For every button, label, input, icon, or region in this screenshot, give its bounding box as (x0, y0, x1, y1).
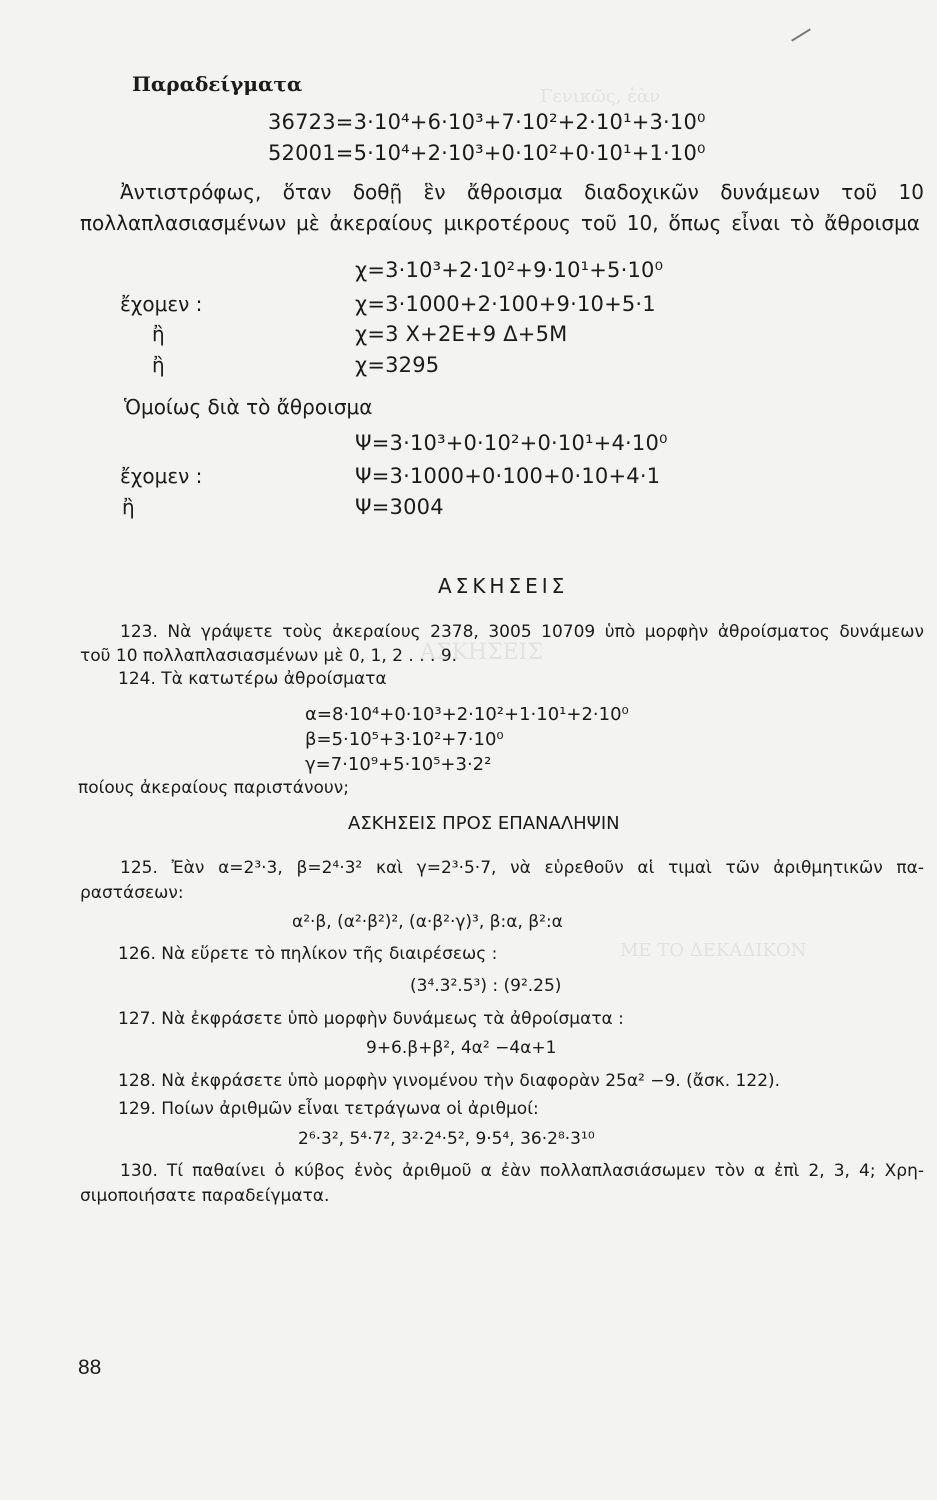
exercise-124-equation-c: γ=7·10⁹+5·10⁵+3·2² (305, 754, 492, 775)
example-equation-1: 36723=3·10⁴+6·10³+7·10²+2·10¹+3·10⁰ (268, 110, 706, 134)
exercise-126-expression: (3⁴.3².5³) : (9².25) (410, 976, 562, 996)
similarly-text: Ὁμοίως διὰ τὸ ἄθροισμα (124, 395, 373, 419)
chi-equation-4: χ=3295 (355, 353, 440, 377)
exercise-124-equation-b: β=5·10⁵+3·10²+7·10⁰ (305, 729, 504, 750)
bleed-through-text: ΑΣΚΗΣΕΙΣ (420, 640, 543, 665)
exercise-125-expressions: α²·β, (α²·β²)², (α·β²·γ)³, β:α, β²:α (292, 912, 563, 932)
exercise-127-expressions: 9+6.β+β², 4α² −4α+1 (366, 1038, 557, 1058)
heading: Παραδείγματα (132, 72, 303, 96)
paragraph-line: Ἀντιστρόφως, ὅταν δοθῇ ἓν ἄθροισμα διαδοχικῶν δυνάμεων τοῦ 10 (120, 180, 924, 204)
review-exercises-title: ΑΣΚΗΣΕΙΣ ΠΡΟΣ ΕΠΑΝΑΛΗΨΙΝ (348, 813, 620, 834)
chi-equation-3: χ=3 Χ+2Ε+9 Δ+5Μ (355, 322, 568, 346)
label-or: ἢ (152, 353, 165, 377)
exercises-title: ΑΣΚΗΣΕΙΣ (438, 574, 569, 598)
exercise-123-line: 123. Νὰ γράψετε τοὺς ἀκεραίους 2378, 3005 10709 ὑπὸ μορφὴν ἀθροίσματος δυνάμεων (120, 622, 924, 642)
exercise-124-equation-a: α=8·10⁴+0·10³+2·10²+1·10¹+2·10⁰ (305, 704, 629, 725)
exercise-128-line: 128. Νὰ ἐκφράσετε ὑπὸ μορφὴν γινομένου τὴν διαφορὰν 25α² −9. (ἄσκ. 122). (118, 1071, 781, 1091)
exercise-130-line: 130. Τί παθαίνει ὁ κύβος ἑνὸς ἀριθμοῦ α ἐὰν πολλαπλασιάσωμεν τὸν α ἐπὶ 2, 3, 4; Χρη- (120, 1161, 924, 1181)
psi-equation-2: Ψ=3·1000+0·100+0·10+4·1 (355, 464, 661, 488)
bleed-through-text: Γενικῶς, ἐὰν (540, 86, 661, 107)
exercise-125-line: 125. Ἐὰν α=2³·3, β=2⁴·3² καὶ γ=2³·5·7, νὰ εὑρεθοῦν αἱ τιμαὶ τῶν ἀριθμητικῶν πα- (120, 858, 924, 878)
paragraph-line: πολλαπλασιασμένων μὲ ἀκεραίους μικροτέρους τοῦ 10, ὅπως εἶναι τὸ ἄθροισμα (80, 211, 920, 235)
exercise-125-line: ραστάσεων: (80, 883, 184, 903)
exercise-127-line: 127. Νὰ ἐκφράσετε ὑπὸ μορφὴν δυνάμεως τὰ ἀθροίσματα : (118, 1009, 624, 1029)
chi-equation-1: χ=3·10³+2·10²+9·10¹+5·10⁰ (355, 258, 664, 282)
psi-equation-1: Ψ=3·10³+0·10²+0·10¹+4·10⁰ (355, 431, 668, 455)
pen-mark (791, 28, 811, 41)
exercise-129-expressions: 2⁶·3², 5⁴·7², 3²·2⁴·5², 9·5⁴, 36·2⁸·3¹⁰ (298, 1129, 595, 1149)
example-equation-2: 52001=5·10⁴+2·10³+0·10²+0·10¹+1·10⁰ (268, 141, 706, 165)
exercise-126-line: 126. Νὰ εὕρετε τὸ πηλίκον τῆς διαιρέσεως : (118, 944, 498, 964)
exercise-130-line: σιμοποιήσατε παραδείγματα. (80, 1186, 330, 1206)
label-or: ἢ (152, 322, 165, 346)
bleed-through-text: ΜΕ ΤΟ ΔΕΚΑΔΙΚΟΝ (620, 940, 807, 961)
page-number: 88 (78, 1356, 102, 1379)
exercise-124-line: 124. Τὰ κατωτέρω ἀθροίσματα (118, 669, 387, 689)
psi-equation-3: Ψ=3004 (355, 495, 444, 519)
label-we-have: ἔχομεν : (120, 464, 203, 488)
exercise-124-question: ποίους ἀκεραίους παριστάνουν; (78, 778, 349, 798)
label-or: ἢ (122, 495, 135, 519)
exercise-129-line: 129. Ποίων ἀριθμῶν εἶναι τετράγωνα οἱ ἀριθμοί: (118, 1099, 539, 1119)
exercise-123-line: τοῦ 10 πολλαπλασιασμένων μὲ 0, 1, 2 . . . 9. (80, 646, 458, 666)
chi-equation-2: χ=3·1000+2·100+9·10+5·1 (355, 292, 656, 316)
label-we-have: ἔχομεν : (120, 292, 203, 316)
